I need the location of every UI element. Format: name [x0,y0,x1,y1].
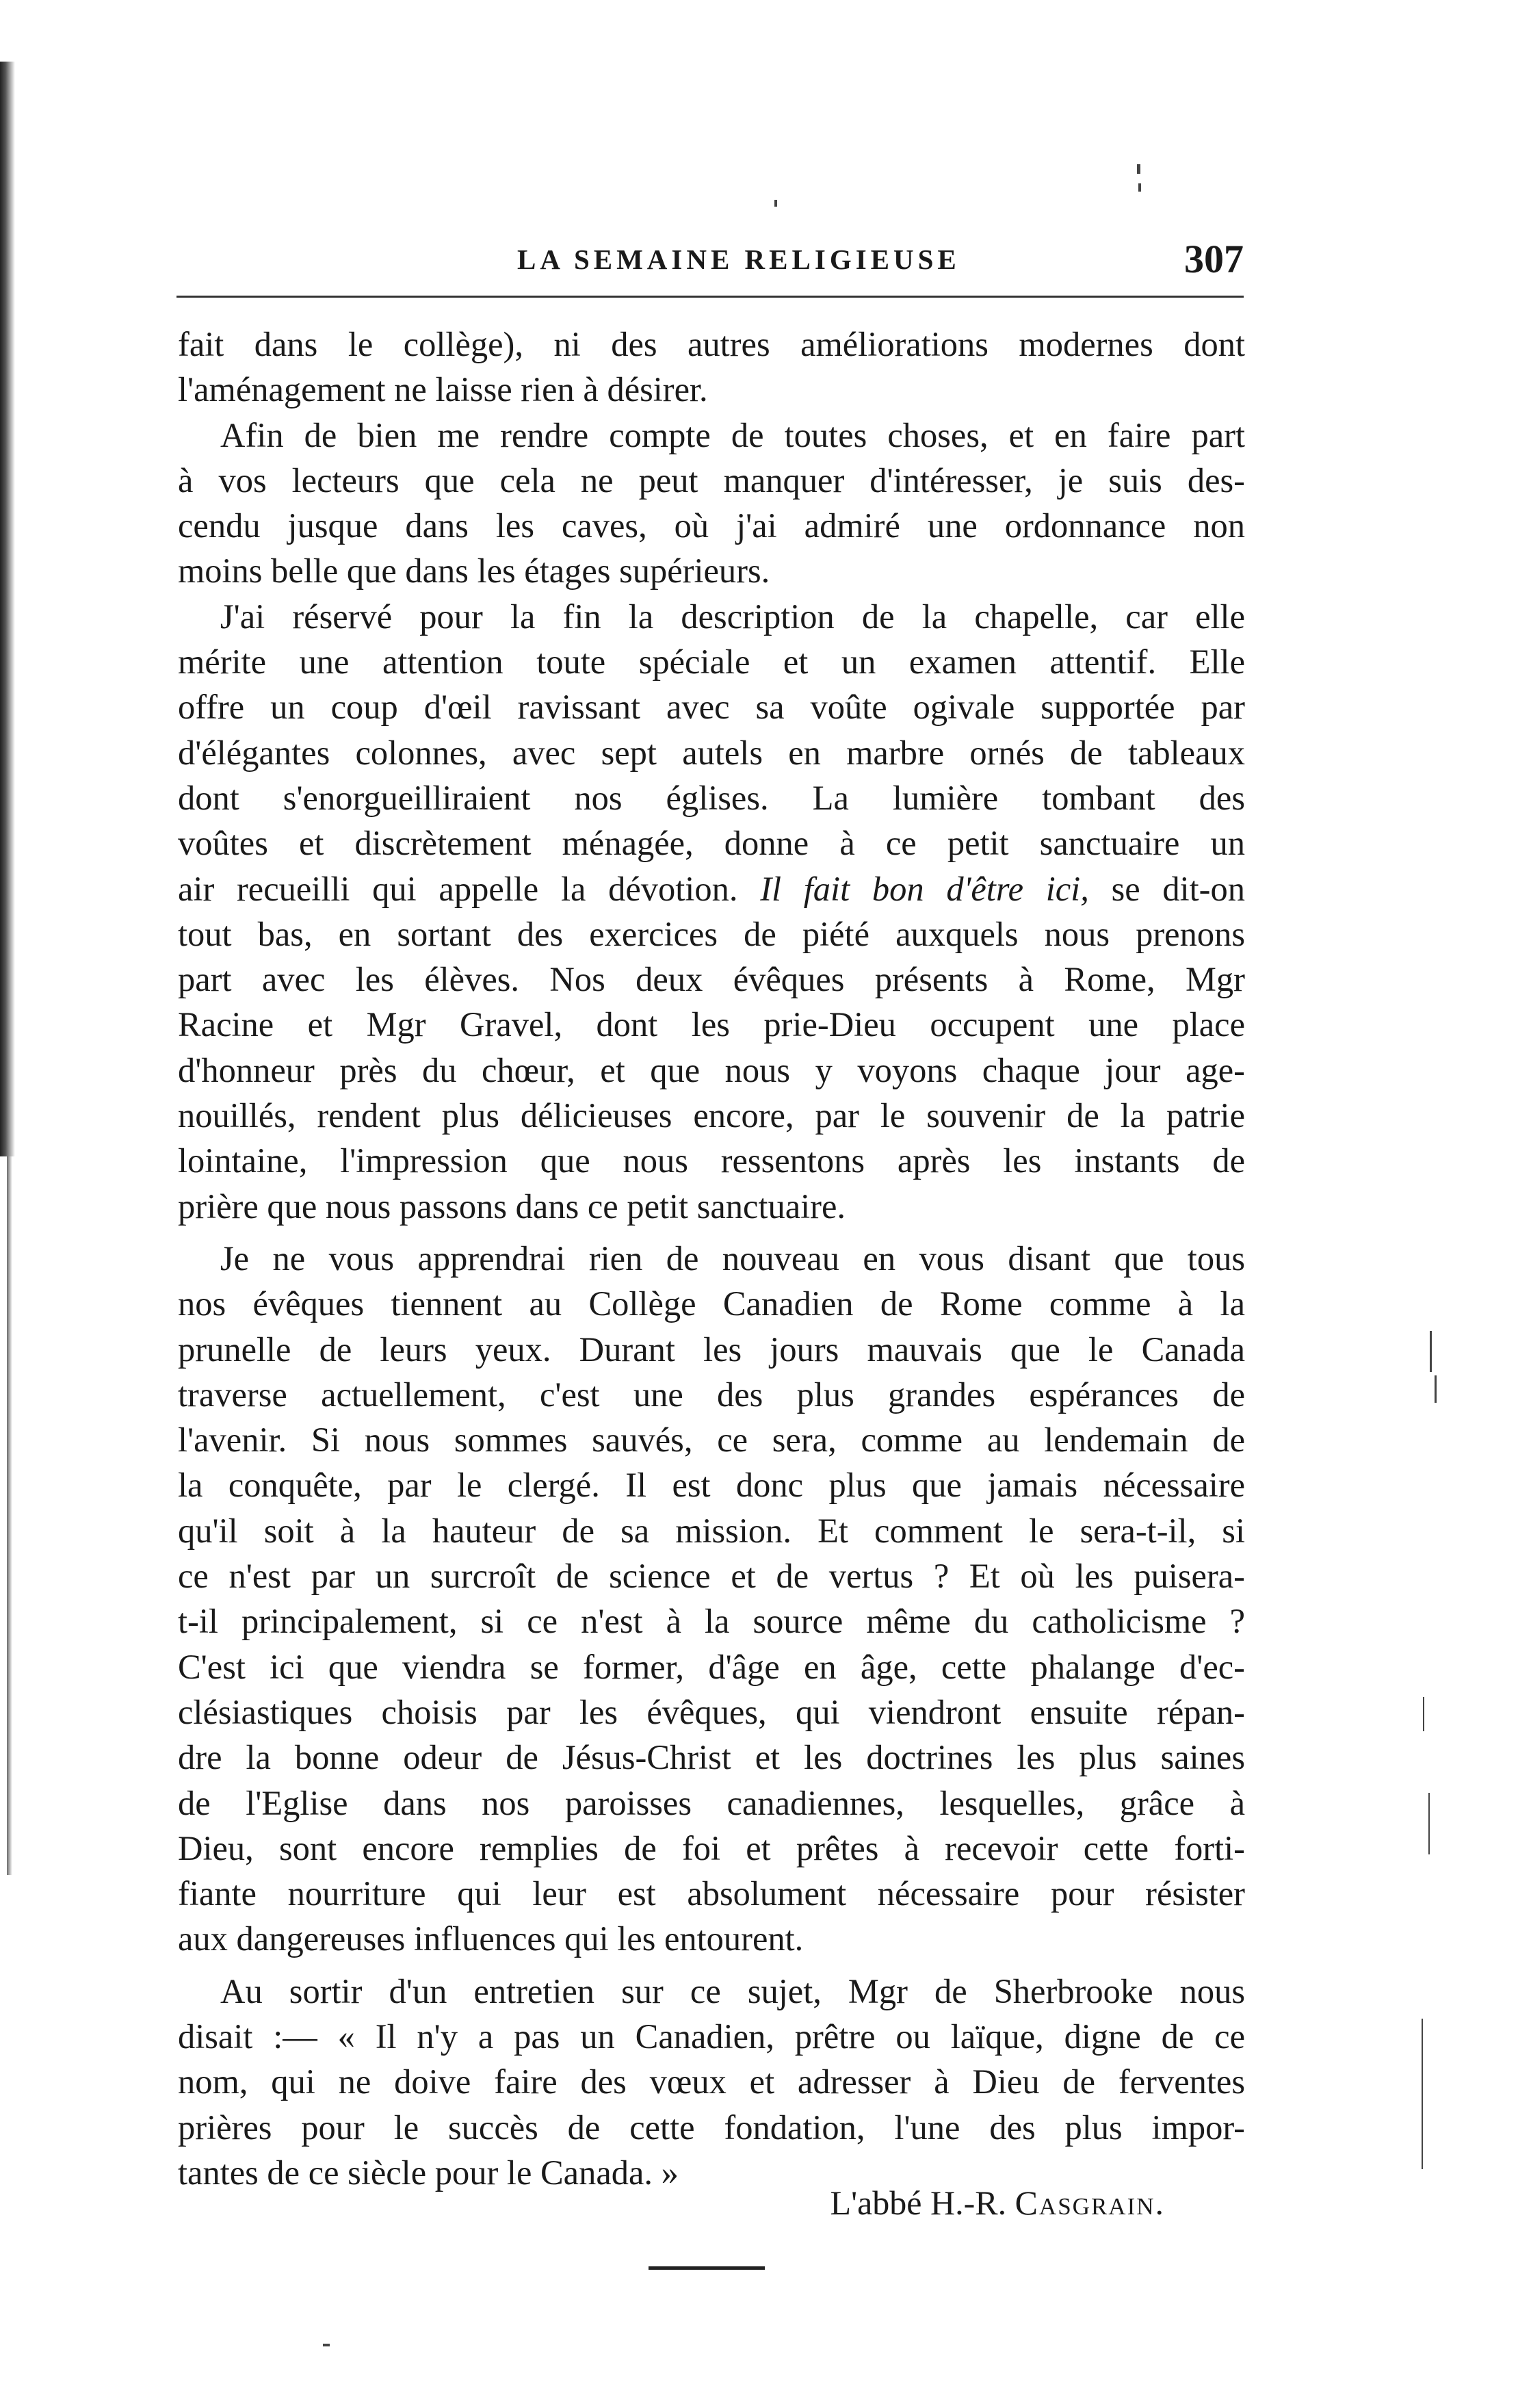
print-speck [1138,183,1141,192]
text-line: offre un coup d'œil ravissant avec sa voûte ogivale supportée par [178,688,1245,727]
italic-phrase: Il fait bon d'être ici, [760,869,1089,908]
text-line: part avec les élèves. Nos deux évêques présents à Rome, Mgr [178,960,1245,999]
text-line: lointaine, l'impression que nous ressentons après les instants de [178,1141,1245,1180]
text-line: Au sortir d'un entretien sur ce sujet, Mgr de Sherbrooke nous [220,1971,1245,2010]
text-line: l'avenir. Si nous sommes sauvés, ce sera, comme au lendemain de [178,1421,1245,1460]
signature-name: Casgrain. [1015,2184,1165,2222]
print-speck [774,200,777,207]
text-line: t-il principalement, si ce n'est à la source même du catholicisme ? [178,1602,1245,1641]
paragraph [178,1236,1245,1962]
text-line: nos évêques tiennent au Collège Canadien de Rome comme à la [178,1284,1245,1323]
print-speck [1435,1375,1437,1403]
page-binding-edge-lower [7,1156,12,1875]
text-line: Dieu, sont encore remplies de foi et prêtes à recevoir cette forti- [178,1828,1245,1867]
paragraph [178,594,1245,1229]
text-line-with-italic [178,866,1245,911]
text-line: nom, qui ne doive faire des vœux et adresser à Dieu de ferventes [178,2062,1245,2101]
text-line: qu'il soit à la hauteur de sa mission. Et comment le sera-t-il, si [178,1511,1245,1550]
text-line: mérite une attention toute spéciale et un examen attentif. Elle [178,643,1245,682]
print-speck [323,2344,330,2346]
text-line: Afin de bien me rendre compte de toutes choses, et en faire part [220,415,1245,454]
text-segment: se dit-on [1111,869,1246,908]
paragraph [178,1969,1245,2195]
page-header [176,236,1244,284]
page-number: 307 [1184,237,1244,281]
text-line: disait :— « Il n'y a pas un Canadien, prêtre ou laïque, digne de ce [178,2017,1245,2056]
text-line: dre la bonne odeur de Jésus-Christ et les doctrines les plus saines [178,1738,1245,1777]
text-line: l'aménagement ne laisse rien à désirer. [178,370,708,409]
text-line: tantes de ce siècle pour le Canada. » [178,2153,679,2192]
paragraph-gap [178,1229,1245,1236]
text-line: la conquête, par le clergé. Il est donc plus que jamais nécessaire [178,1466,1245,1505]
print-speck [1428,1793,1430,1854]
header-rule [176,296,1244,298]
text-line: nouillés, rendent plus délicieuses encore, par le souvenir de la patrie [178,1096,1245,1135]
text-line: cendu jusque dans les caves, où j'ai admiré une ordonnance non [178,506,1245,545]
print-speck [1422,2019,1423,2169]
text-line: J'ai réservé pour la fin la description de la chapelle, car elle [220,597,1245,636]
article-body [178,322,1245,2195]
text-line: fiante nourriture qui leur est absolument nécessaire pour résister [178,1874,1245,1913]
text-line: Je ne vous apprendrai rien de nouveau en vous disant que tous [220,1239,1245,1278]
text-line: dont s'enorgueilliraient nos églises. La lumière tombant des [178,778,1245,817]
text-line: voûtes et discrètement ménagée, donne à ce petit sanctuaire un [178,824,1245,863]
end-rule [649,2266,765,2270]
text-line: d'élégantes colonnes, avec sept autels en marbre ornés de tableaux [178,733,1245,772]
text-line: aux dangereuses influences qui les entourent. [178,1919,804,1958]
text-line: prunelle de leurs yeux. Durant les jours mauvais que le Canada [178,1330,1245,1369]
paragraph [178,322,1245,413]
text-line: de l'Eglise dans nos paroisses canadiennes, lesquelles, grâce à [178,1783,1245,1822]
text-line: traverse actuellement, c'est une des plus grandes espérances de [178,1375,1245,1414]
text-line: moins belle que dans les étages supérieurs. [178,552,770,591]
text-segment: air recueilli qui appelle la dévotion. [178,869,738,908]
print-speck [1430,1331,1432,1372]
text-line: ce n'est par un surcroît de science et de vertus ? Et où les puisera- [178,1557,1245,1596]
text-line: C'est ici que viendra se former, d'âge en âge, cette phalange d'ec- [178,1647,1245,1686]
print-speck [1137,164,1140,174]
paragraph-gap [178,1962,1245,1969]
signature-prefix: L'abbé H.-R. [830,2184,1007,2222]
text-line: tout bas, en sortant des exercices de piété auxquels nous prenons [178,914,1245,953]
text-line: prière que nous passons dans ce petit sanctuaire. [178,1187,846,1226]
text-line: d'honneur près du chœur, et que nous y voyons chaque jour age- [178,1050,1245,1089]
author-signature [830,2183,1165,2223]
text-line: à vos lecteurs que cela ne peut manquer d'intéresser, je suis des- [178,461,1245,500]
page-binding-edge [0,62,15,1156]
text-line: prières pour le succès de cette fondation, l'une des plus impor- [178,2108,1245,2147]
text-line: Racine et Mgr Gravel, dont les prie-Dieu occupent une place [178,1005,1245,1044]
text-line: fait dans le collège), ni des autres améliorations modernes dont [178,325,1245,363]
running-title: LA SEMAINE RELIGIEUSE [517,244,960,275]
paragraph [178,413,1245,594]
print-speck [1423,1697,1424,1731]
text-line: clésiastiques choisis par les évêques, qui viendront ensuite répan- [178,1692,1245,1731]
